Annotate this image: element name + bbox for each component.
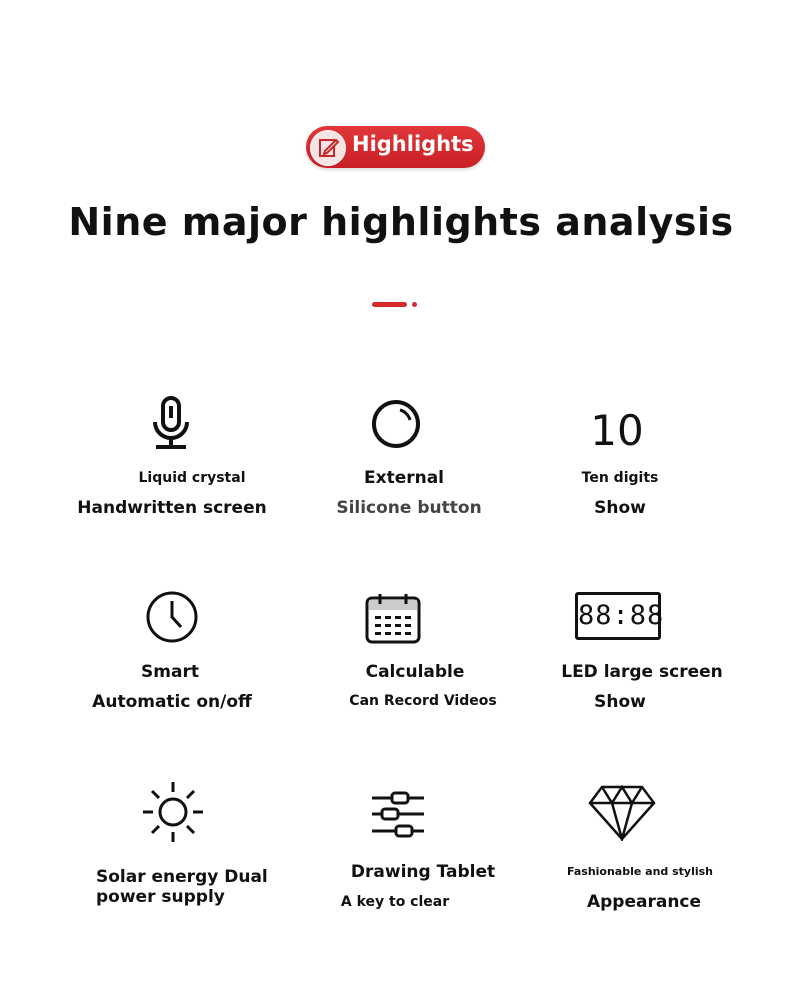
calendar-icon: [365, 592, 421, 644]
item-1-line1: Liquid crystal: [138, 470, 246, 486]
item-7-line1: Solar energy Dual: [96, 867, 268, 887]
item-9-line1: Fashionable and stylish: [566, 865, 714, 878]
ten-digits-icon: 10: [590, 406, 644, 455]
item-3-line1: Ten digits: [581, 470, 659, 486]
highlights-badge: [306, 126, 485, 168]
clock-icon: [145, 590, 199, 644]
item-4-line1: Smart: [141, 662, 199, 682]
microphone-icon: [150, 396, 192, 450]
item-6-line1: LED large screen: [561, 662, 723, 682]
item-4-line2: Automatic on/off: [92, 692, 252, 712]
sun-icon: [142, 781, 204, 843]
item-5-line2: Can Record Videos: [349, 693, 497, 709]
item-7-line2: power supply: [96, 887, 225, 907]
item-3-line2: Show: [594, 498, 646, 518]
item-8-line1: Drawing Tablet: [350, 862, 496, 882]
round-button-icon: [370, 398, 422, 450]
item-9-line2: Appearance: [586, 892, 702, 912]
divider-dash: [372, 302, 407, 307]
sliders-icon: [370, 790, 426, 840]
edit-note-icon: [310, 130, 346, 166]
item-8-line2: A key to clear: [340, 894, 450, 910]
diamond-icon: [588, 785, 656, 841]
item-5-line1: Calculable: [365, 662, 465, 682]
led-display-icon: 88:88: [575, 592, 661, 640]
item-2-line1: External: [363, 468, 445, 488]
page-title: Nine major highlights analysis: [68, 200, 734, 244]
item-2-line2: Silicone button: [336, 498, 482, 518]
item-6-line2: Show: [594, 692, 646, 712]
badge-label: Highlights: [352, 132, 474, 156]
item-1-line2: Handwritten screen: [77, 498, 267, 518]
divider-dot: [412, 302, 417, 307]
